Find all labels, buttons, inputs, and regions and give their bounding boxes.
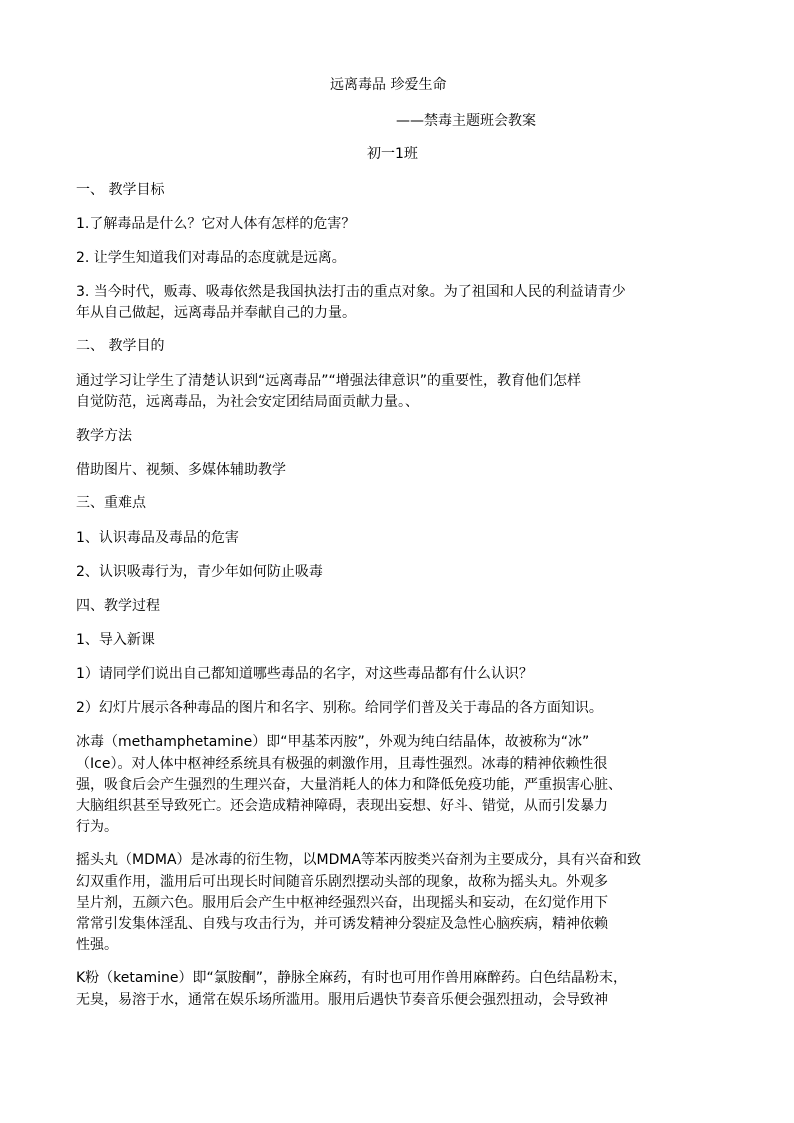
- class-name: 初一1班: [367, 146, 418, 162]
- mdma-line-1: 摇头丸（MDMA）是冰毒的衍生物，以MDMA等苯丙胺类兴奋剂为主要成分，具有兴奋和致: [76, 852, 642, 868]
- document-title: 远离毒品 珍爱生命: [330, 77, 447, 93]
- key-heading: 三、重难点: [76, 495, 146, 511]
- mdma-line-3: 呈片剂，五颜六色。服用后会产生中枢神经强烈兴奋，出现摇头和妄动，在幻觉作用下: [76, 895, 608, 911]
- purpose-line-2: 自觉防范，远离毒品，为社会安定团结局面贡献力量。、: [76, 394, 419, 410]
- process-heading: 四、教学过程: [76, 598, 160, 614]
- process-item-1: 1、导入新课: [76, 632, 155, 648]
- document-subtitle: ——禁毒主题班会教案: [396, 113, 536, 129]
- key-item-1: 1、认识毒品及毒品的危害: [76, 530, 239, 546]
- ice-line-4: 大脑组织甚至导致死亡。还会造成精神障碍，表现出妄想、好斗、错觉，从而引发暴力: [76, 798, 608, 814]
- key-item-2: 2、认识吸毒行为，青少年如何防止吸毒: [76, 564, 323, 580]
- goal-item-1: 1.了解毒品是什么？它对人体有怎样的危害？: [76, 216, 356, 232]
- purpose-line-1: 通过学习让学生了清楚认识到“远离毒品”“增强法律意识”的重要性，教育他们怎样: [76, 373, 582, 389]
- ice-line-1: 冰毒（methamphetamine）即“甲基苯丙胺”，外观为纯白结晶体，故被称为“冰”: [76, 734, 590, 750]
- goal-item-3-line-2: 年从自己做起，远离毒品并奉献自己的力量。: [76, 305, 356, 321]
- method-heading: 教学方法: [76, 428, 132, 444]
- ketamine-line-1: K粉（ketamine）即“氯胺酮”，静脉全麻药，有时也可用作兽用麻醉药。白色结晶粉末，: [76, 970, 627, 986]
- mdma-line-2: 幻双重作用，滥用后可出现长时间随音乐剧烈摆动头部的现象，故称为摇头丸。外观多: [76, 874, 608, 890]
- goal-item-3-line-1: 3. 当今时代，贩毒、吸毒依然是我国执法打击的重点对象。为了祖国和人民的利益请青少: [76, 284, 626, 300]
- goal-heading: 一、 教学目标: [76, 182, 165, 198]
- ice-line-5: 行为。: [76, 819, 118, 835]
- ice-line-3: 强，吸食后会产生强烈的生理兴奋，大量消耗人的体力和降低免疫功能，严重损害心脏、: [76, 777, 622, 793]
- process-item-1-2: 2）幻灯片展示各种毒品的图片和名字、别称。给同学们普及关于毒品的各方面知识。: [76, 700, 603, 716]
- purpose-heading: 二、 教学目的: [76, 338, 165, 354]
- mdma-line-4: 常常引发集体淫乱、自残与攻击行为，并可诱发精神分裂症及急性心脑疾病，精神依赖: [76, 916, 608, 932]
- method-text: 借助图片、视频、多媒体辅助教学: [76, 462, 286, 478]
- mdma-line-5: 性强。: [76, 937, 118, 953]
- process-item-1-1: 1）请同学们说出自己都知道哪些毒品的名字，对这些毒品都有什么认识？: [76, 666, 533, 682]
- ice-line-2: （Ice）。对人体中枢神经系统具有极强的刺激作用，且毒性强烈。冰毒的精神依赖性很: [76, 756, 608, 772]
- goal-item-2: 2. 让学生知道我们对毒品的态度就是远离。: [76, 250, 346, 266]
- ketamine-line-2: 无臭，易溶于水，通常在娱乐场所滥用。服用后遇快节奏音乐便会强烈扭动，会导致神: [76, 992, 608, 1008]
